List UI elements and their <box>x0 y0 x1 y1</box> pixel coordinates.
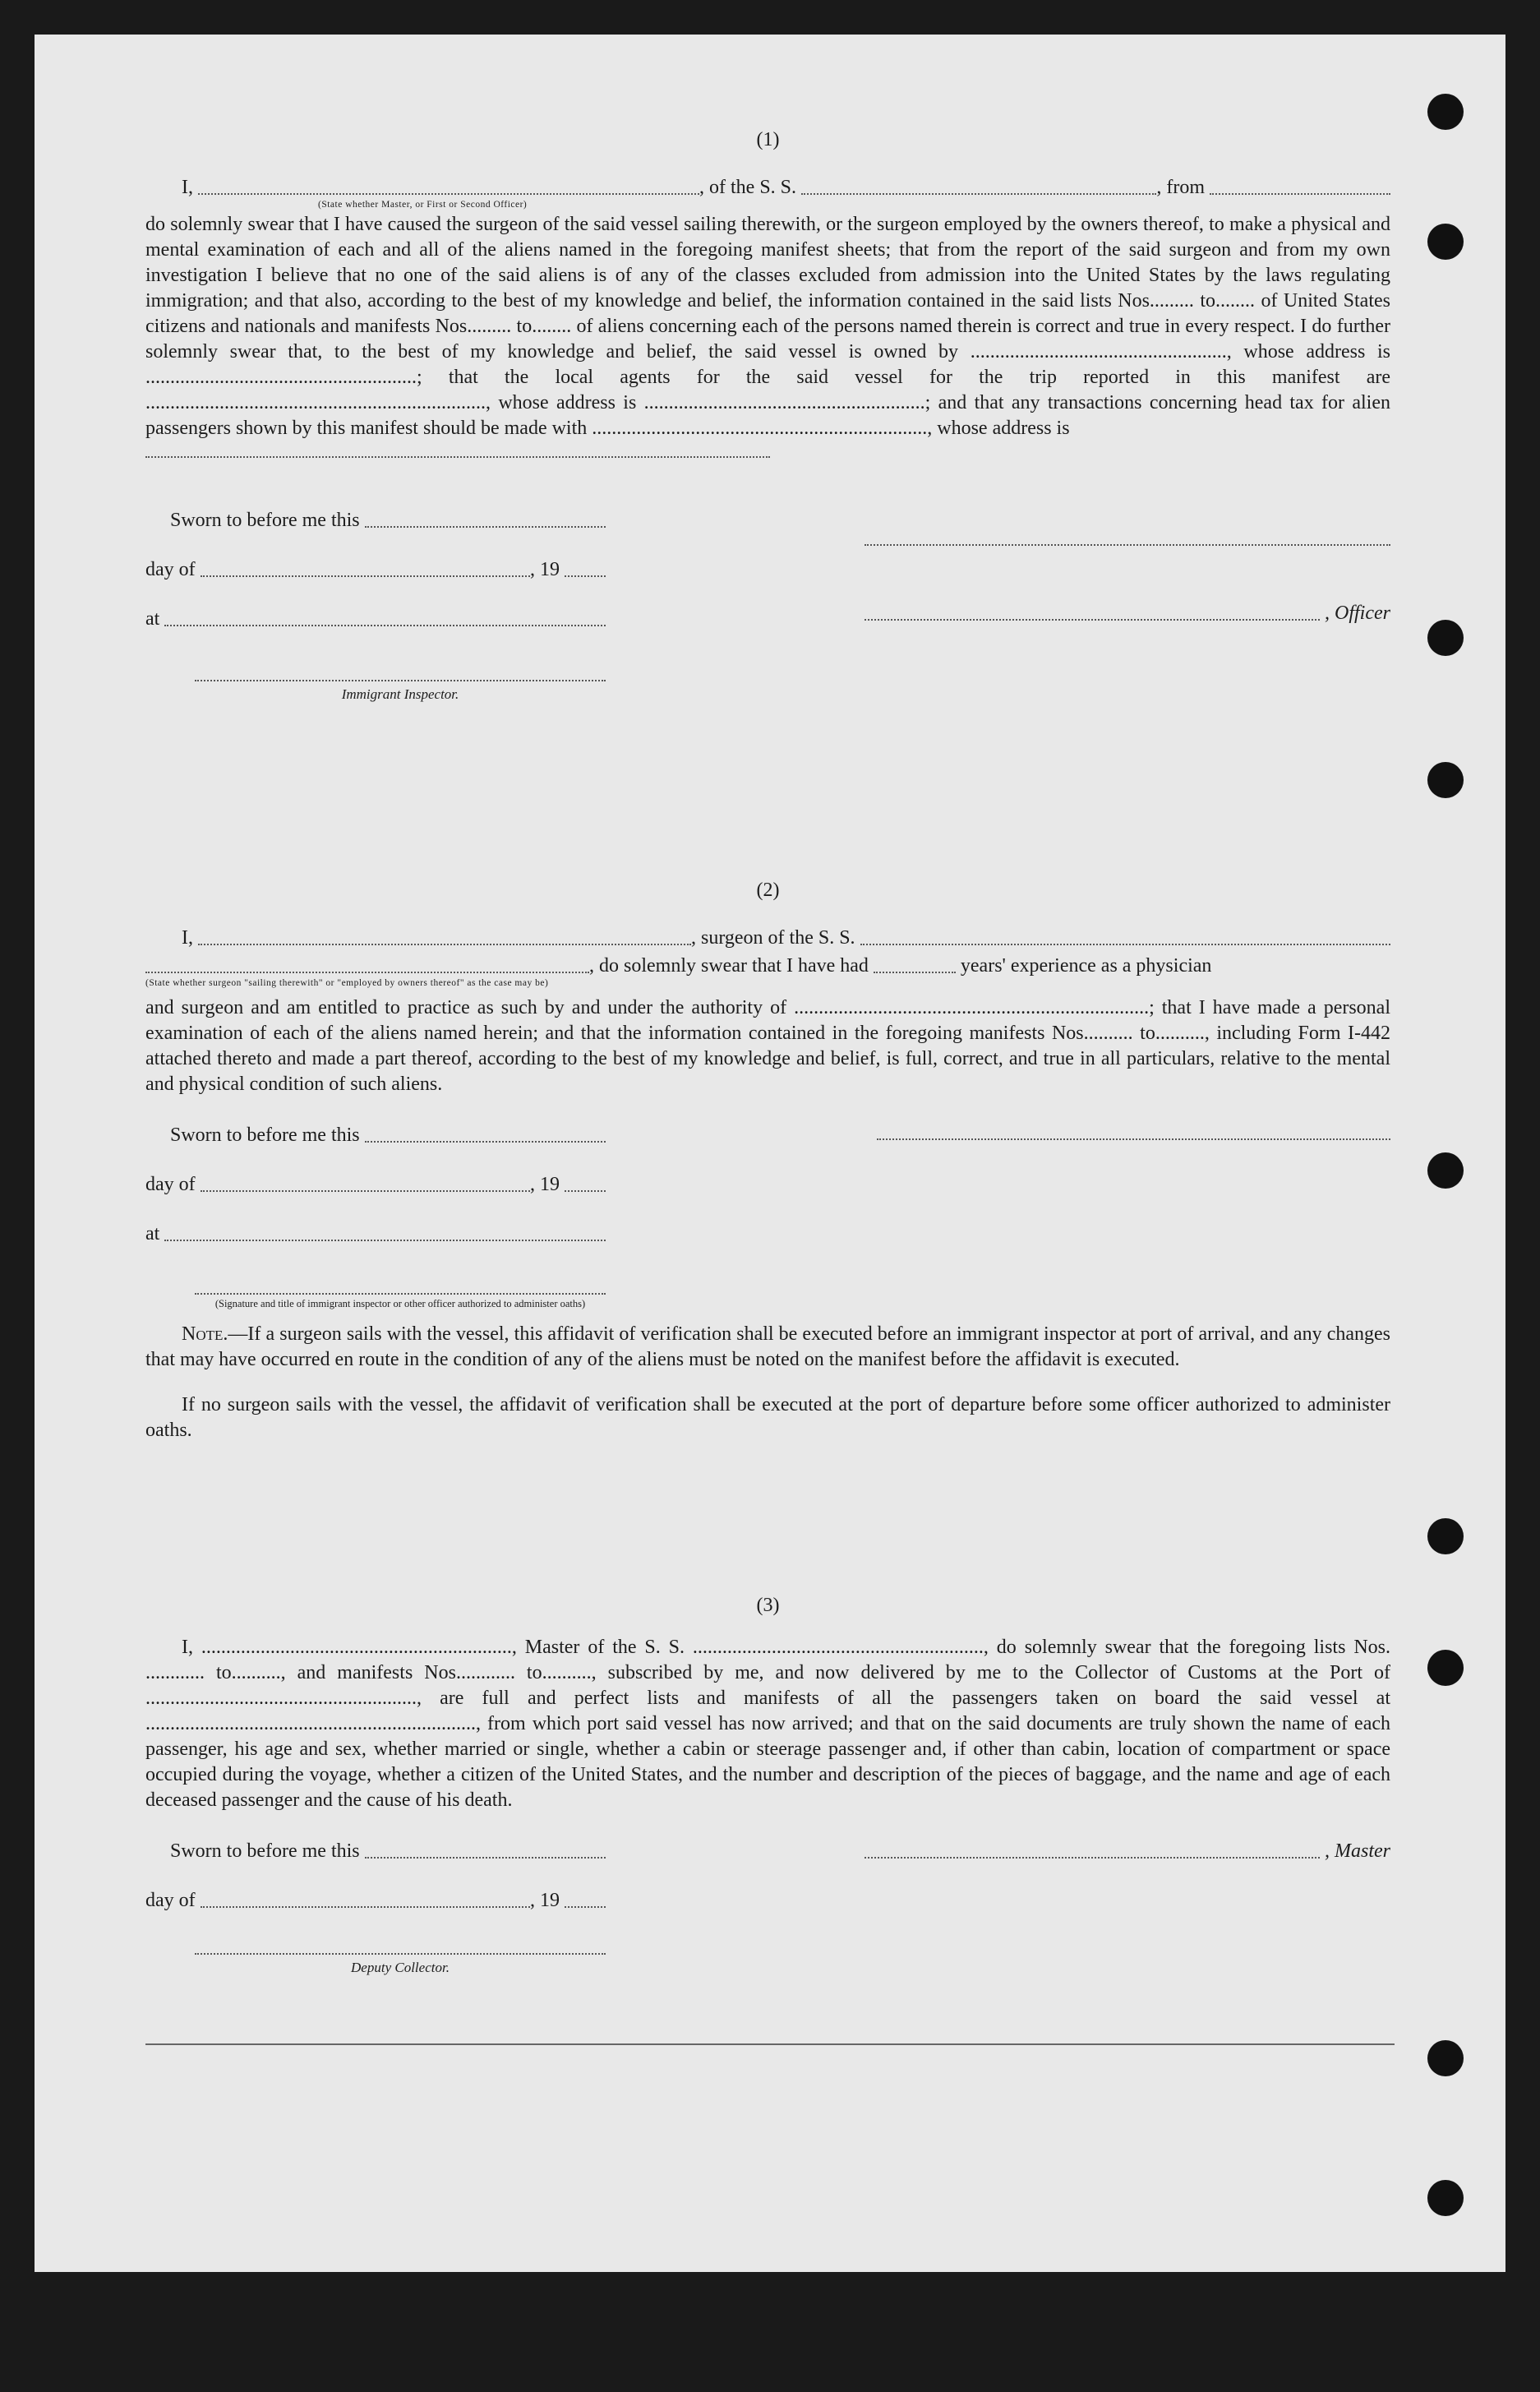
master-signature-block: , Master <box>865 1830 1390 1863</box>
officer-signature-top-line[interactable] <box>865 544 1390 546</box>
punch-hole <box>1427 1518 1464 1554</box>
punch-hole <box>1427 224 1464 260</box>
years-experience-field[interactable] <box>874 972 956 973</box>
section-2: (2) I, , surgeon of the S. S. , do solemnly swear that I have had years' experience as a physician (State whether surgeon "sailing therewith" or "employed by owners thereof" as the case may be) and surgeon and am entitled to practice as such by and under the authority of ........................................................................; that I have made a personal examination of each of the aliens named herein; and that the information contained in the foregoing manifests Nos.......... to.........., including Form I-442 attached thereto and made a part thereof, according to the best of my knowledge and belief, is full, correct, and true in all particulars, relative to the mental and physical condition of such aliens. Sworn to before me this day of , 19 at (Signature and title of immigrant inspector or other officer authorized to administer oaths) Note.—If a surgeon sails with the vessel, this affidavit of verification shall be executed before an immigrant inspector at port of arrival, and any changes that may have occurred en route in the condition of any of the aliens must be noted on the manifest before the affidavit is executed. If no surgeon sails with the vessel, the affidavit of verification shall be executed at the port of departure before some officer authorized to administer oaths. <box>145 880 1390 1443</box>
field-caption: (State whether Master, or First or Second Officer) <box>318 200 528 210</box>
punch-hole <box>1427 620 1464 656</box>
master-signature-line[interactable] <box>865 1857 1320 1859</box>
surgeon-name-field[interactable] <box>198 944 691 945</box>
punch-hole <box>1427 762 1464 798</box>
officer-signature-line[interactable] <box>865 619 1320 621</box>
section-number: (2) <box>756 880 780 901</box>
sworn-block: Sworn to before me this day of , 19 at Immigrant Inspector. <box>145 499 606 703</box>
year-field[interactable] <box>565 1190 606 1192</box>
surgeon-signature-block <box>877 1138 1390 1140</box>
inspector-caption: Immigrant Inspector. <box>341 686 459 702</box>
punch-hole <box>1427 1650 1464 1686</box>
section-1 <box>145 129 1390 703</box>
punch-hole <box>1427 1152 1464 1189</box>
place-field[interactable] <box>164 1240 606 1241</box>
officer-signature-block: , Officer <box>865 544 1390 703</box>
punch-hole <box>1427 2040 1464 2076</box>
oath-text: do solemnly swear that I have caused the surgeon of the said vessel sailing therewith, or the surgeon employed by the owners thereof, to make a physical and mental examination of each and all of the aliens named in the foregoing manifest sheets; that from the report of the said surgeon and from my own investigation I believe that no one of the said aliens is of any of the classes excluded from admission into the United States by the laws regulating immigration; and that also, according to the best of my knowledge and belief, the information contained in the said lists Nos......... to........ of United States citizens and nationals and manifests Nos......... to........ of aliens concerning each of the persons named therein is correct and true in every respect. I do further solemnly swear that, to the best of my knowledge and belief, the said vessel is owned by ...................................................., whose address is .......................................................; that the local agents for the said vessel for the trip reported in this manifest are ....................................................................., whose address is .........................................................; and that any transactions concerning head tax for alien passengers shown by this manifest should be made with ...................................................................., whose address is <box>145 214 1390 439</box>
collector-signature-line[interactable] <box>195 1953 606 1955</box>
year-field[interactable] <box>565 575 606 577</box>
sworn-date-field[interactable] <box>365 1141 606 1143</box>
vessel-name-field[interactable] <box>860 944 1390 945</box>
punch-hole <box>1427 2180 1464 2216</box>
surgeon-type-field[interactable] <box>145 972 589 973</box>
vessel-name-field[interactable] <box>801 193 1156 195</box>
day-month-field[interactable] <box>201 575 530 577</box>
oath-text: and surgeon and am entitled to practice as such by and under the authority of ........................................................................; that I have made a personal examination of each of the aliens named herein; and that the information contained in the foregoing manifests Nos.......... to.........., including Form I-442 attached thereto and made a part thereof, according to the best of my knowledge and belief, is full, correct, and true in all particulars, relative to the mental and physical condition of such aliens. <box>145 997 1390 1095</box>
inspector-signature-line[interactable] <box>195 680 606 681</box>
inspector-signature-line[interactable] <box>195 1293 606 1295</box>
sworn-date-field[interactable] <box>365 526 606 528</box>
sworn-block: Sworn to before me this day of , 19 at (Signature and title of immigrant inspector or other officer authorized to administer oaths) <box>145 1114 606 1310</box>
address-continuation-line[interactable] <box>145 456 770 458</box>
sworn-block: Sworn to before me this day of , 19 Deputy Collector. <box>145 1830 606 1976</box>
oath-text: I, ..............................................................., Master of the S. S. ..........................................................., do solemnly swear that the foregoing lists Nos. ............ to.........., and manifests Nos............ to.........., subscribed by me, and now delivered by me to the Collector of Customs at the Port of ......................................................., are full and perfect lists and manifests of all the passengers taken on board the said vessel at ..................................................................., from which port said vessel has now arrived; and that on the said documents are truly shown the name of each passenger, his age and sex, whether married or single, whether a cabin or steerage passenger and, if other than cabin, location of compartment or space occupied during the voyage, whether a citizen of the United States, and the number and description of the pieces of baggage, and the name and age of each deceased passenger and the cause of his death. <box>145 1637 1390 1811</box>
section-number: (1) <box>756 129 780 150</box>
day-month-field[interactable] <box>201 1906 530 1908</box>
officer-name-field[interactable] <box>198 193 699 195</box>
form-sheet <box>35 35 1505 2272</box>
master-line: I, , of the S. S. , from <box>145 169 1390 199</box>
from-port-field[interactable] <box>1210 193 1390 195</box>
field-caption: (State whether surgeon "sailing therewith" or "employed by owners thereof" as the case may be) <box>145 978 549 988</box>
punch-hole <box>1427 94 1464 130</box>
place-field[interactable] <box>164 625 606 626</box>
section-number: (3) <box>756 1595 780 1616</box>
bottom-rule <box>145 2043 1395 2045</box>
signature-caption: (Signature and title of immigrant inspector or other officer authorized to administer oaths) <box>214 1298 586 1309</box>
surgeon-signature-line[interactable] <box>877 1138 1390 1140</box>
collector-caption: Deputy Collector. <box>351 1960 450 1975</box>
day-month-field[interactable] <box>201 1190 530 1192</box>
note-paragraph-2: If no surgeon sails with the vessel, the affidavit of verification shall be executed at the port of departure before some officer authorized to administer oaths. <box>145 1394 1390 1441</box>
note-paragraph: Note.—If a surgeon sails with the vessel, this affidavit of verification shall be executed before an immigrant inspector at port of arrival, and any changes that may have occurred en route in the condition of any of the aliens must be noted on the manifest before the affidavit is executed. <box>145 1323 1390 1370</box>
section-3 <box>145 1595 1390 1976</box>
sworn-date-field[interactable] <box>365 1857 606 1859</box>
year-field[interactable] <box>565 1906 606 1908</box>
